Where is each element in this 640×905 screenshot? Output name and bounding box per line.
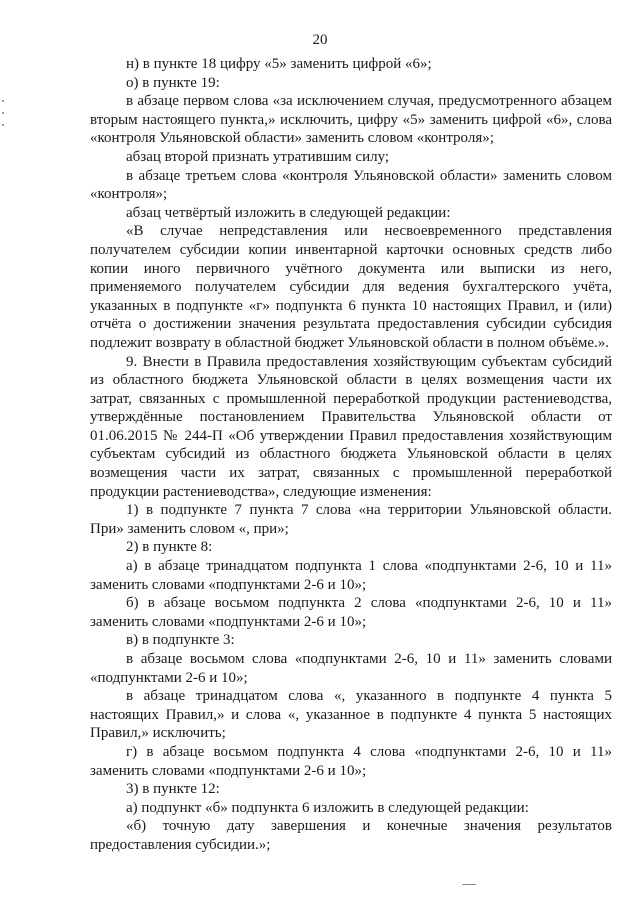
paragraph: абзац четвёртый изложить в следующей редакции:	[126, 204, 451, 221]
paragraph: в) в подпункте 3:	[126, 632, 235, 649]
paragraph: в абзаце первом слова «за исключением случая, предусмотренного абзацем вторым настоящего пункта,» исключить, цифру «5» заменить цифрой «6», слова «контроля Ульяновской области» заменить словом «контроля»;	[90, 93, 612, 147]
paragraph: б) в абзаце восьмом подпункта 2 слова «подпунктами 2-6, 10 и 11» заменить словами «подпунктами 2-6 и 10»;	[90, 595, 612, 630]
scan-edge-marks	[2, 0, 4, 905]
scan-mark	[462, 884, 476, 885]
paragraph: 1) в подпункте 7 пункта 7 слова «на территории Ульяновской области. При» заменить словом «, при»;	[90, 502, 612, 537]
paragraph: а) в абзаце тринадцатом подпункта 1 слова «подпунктами 2-6, 10 и 11» заменить словами «подпунктами 2-6 и 10»;	[90, 558, 612, 593]
quoted-paragraph: «В случае непредставления или несвоевременного представления получателем субсидии копии инвентарной карточки основных средств либо копии иного первичного учётного документа или выписки из него, применяемого получателем субсидии для ведения бухгалтерского учёта, указанных в подпункте «г» подпункта 6 пункта 10 настоящих Правил, и (или) отчёта о достижении значения результата предоставления субсидии субсидия подлежит возврату в областной бюджет Ульяновской области в полном объёме.».	[90, 223, 612, 351]
paragraph: в абзаце третьем слова «контроля Ульяновской области» заменить словом «контроля»;	[90, 167, 612, 203]
paragraph: абзац второй признать утратившим силу;	[126, 148, 390, 165]
paragraph: 2) в пункте 8:	[126, 539, 213, 556]
paragraph: н) в пункте 18 цифру «5» заменить цифрой «6»;	[126, 56, 432, 72]
paragraph: о) в пункте 19:	[126, 74, 220, 91]
paragraph: г) в абзаце восьмом подпункта 4 слова «подпунктами 2-6, 10 и 11» заменить словами «подпунктами 2-6 и 10»;	[90, 743, 612, 779]
paragraph: в абзаце восьмом слова «подпунктами 2-6, 10 и 11» заменить словами «подпунктами 2-6 и 10»;	[90, 651, 612, 686]
page-number: 20	[312, 32, 328, 48]
paragraph: 9. Внести в Правила предоставления хозяйствующим субъектам субсидий из областного бюджета Ульяновской области в целях возмещения части их затрат, связанных с промышленной переработкой продукции растениеводства, утверждённые постановлением Правительства Ульяновской области от 01.06.2015 № 244-П «Об утверждении Правил предоставления хозяйствующим субъектам субсидий из областного бюджета Ульяновской области в целях возмещения части их затрат, связанных с промышленной переработкой продукции растениеводства», следующие изменения:	[90, 353, 612, 500]
paragraph: 3) в пункте 12:	[126, 781, 220, 798]
paragraph: в абзаце тринадцатом слова «, указанного в подпункте 4 пункта 5 настоящих Правил,» и слова «, указанное в подпункте 4 пункта 5 настоящих Правил,» исключить;	[90, 688, 612, 742]
quoted-paragraph: «б) точную дату завершения и конечные значения результатов предоставления субсидии.»;	[90, 818, 612, 853]
document-body	[90, 55, 612, 855]
paragraph: а) подпункт «б» подпункта 6 изложить в следующей редакции:	[126, 799, 529, 816]
